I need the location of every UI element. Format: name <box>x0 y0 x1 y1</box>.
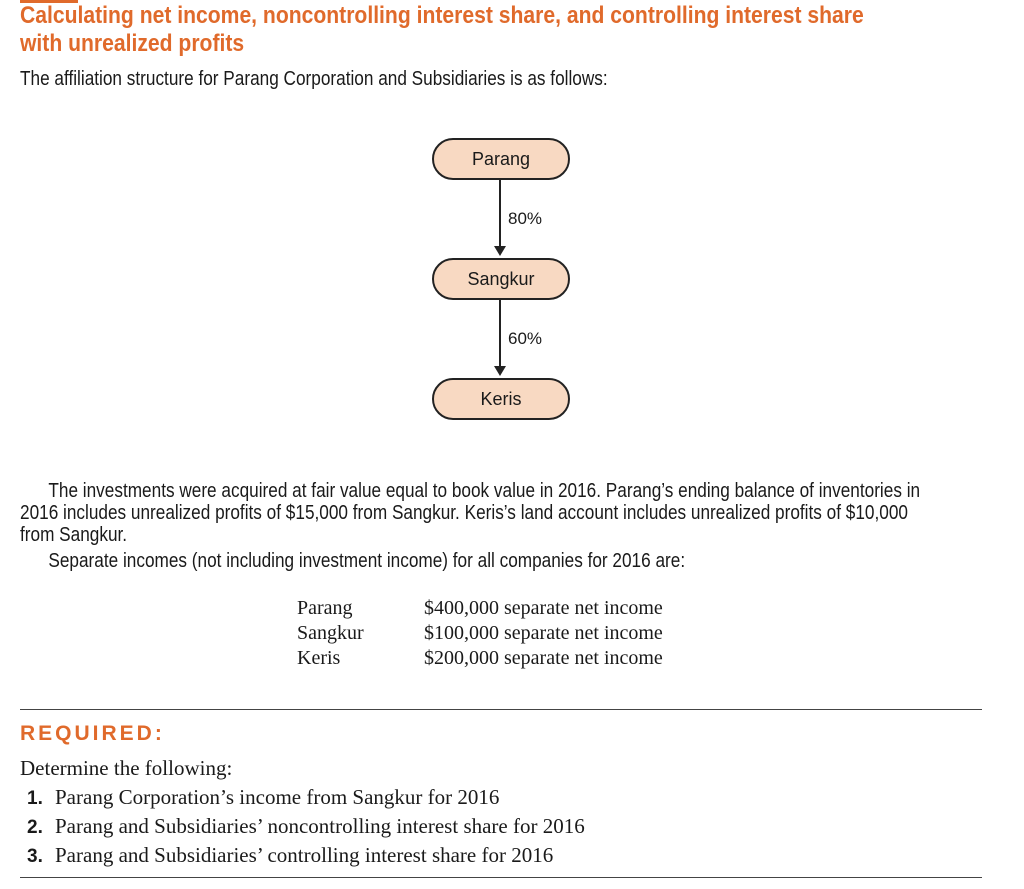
title-line-1: Calculating net income, noncontrolling interest share, and controlling interest share <box>20 2 864 29</box>
required-lead: Determine the following: <box>20 756 233 780</box>
node-parang: Parang <box>432 138 570 180</box>
required-item-text: Parang Corporation’s income from Sangkur for 2016 <box>55 785 500 809</box>
paragraph-line: The investments were acquired at fair value equal to book value in 2016. Parang’s ending balance of inventories in <box>48 480 921 502</box>
page-title <box>20 2 891 58</box>
node-sangkur: Sangkur <box>432 258 570 300</box>
required-item-text: Parang and Subsidiaries’ noncontrolling interest share for 2016 <box>55 814 585 838</box>
income-company: Sangkur <box>297 622 364 644</box>
arrow-down-icon <box>494 366 506 376</box>
paragraph-line: 2016 includes unrealized profits of $15,000 from Sangkur. Keris’s land account includes unrealized profits of $10,000 <box>20 502 908 524</box>
required-item-number: 3. <box>27 846 43 867</box>
income-value: $100,000 separate net income <box>424 622 663 644</box>
income-value: $400,000 separate net income <box>424 597 663 619</box>
node-keris: Keris <box>432 378 570 420</box>
section-divider <box>20 709 982 710</box>
body-paragraph-2: Separate incomes (not including investment income) for all companies for 2016 are: <box>48 550 686 572</box>
arrow-down-icon <box>494 246 506 256</box>
required-item-text: Parang and Subsidiaries’ controlling interest share for 2016 <box>55 843 554 867</box>
required-item-number: 2. <box>27 817 43 838</box>
required-item <box>27 785 499 811</box>
required-item <box>27 814 585 840</box>
required-item-number: 1. <box>27 788 43 809</box>
edge-label-80: 80% <box>508 209 543 228</box>
required-item <box>27 843 553 869</box>
body-paragraph-1 <box>20 480 966 546</box>
title-line-2: with unrealized profits <box>20 30 245 57</box>
paragraph-line: from Sangkur. <box>20 524 128 546</box>
edge-sangkur-keris <box>499 300 501 367</box>
required-heading: REQUIRED: <box>20 722 165 745</box>
income-value: $200,000 separate net income <box>424 647 663 669</box>
income-company: Parang <box>297 597 353 619</box>
intro-text: The affiliation structure for Parang Corporation and Subsidiaries is as follows: <box>20 68 608 90</box>
bottom-divider <box>20 877 982 878</box>
edge-label-60: 60% <box>508 329 543 348</box>
edge-parang-sangkur <box>499 180 501 247</box>
income-company: Keris <box>297 647 341 669</box>
